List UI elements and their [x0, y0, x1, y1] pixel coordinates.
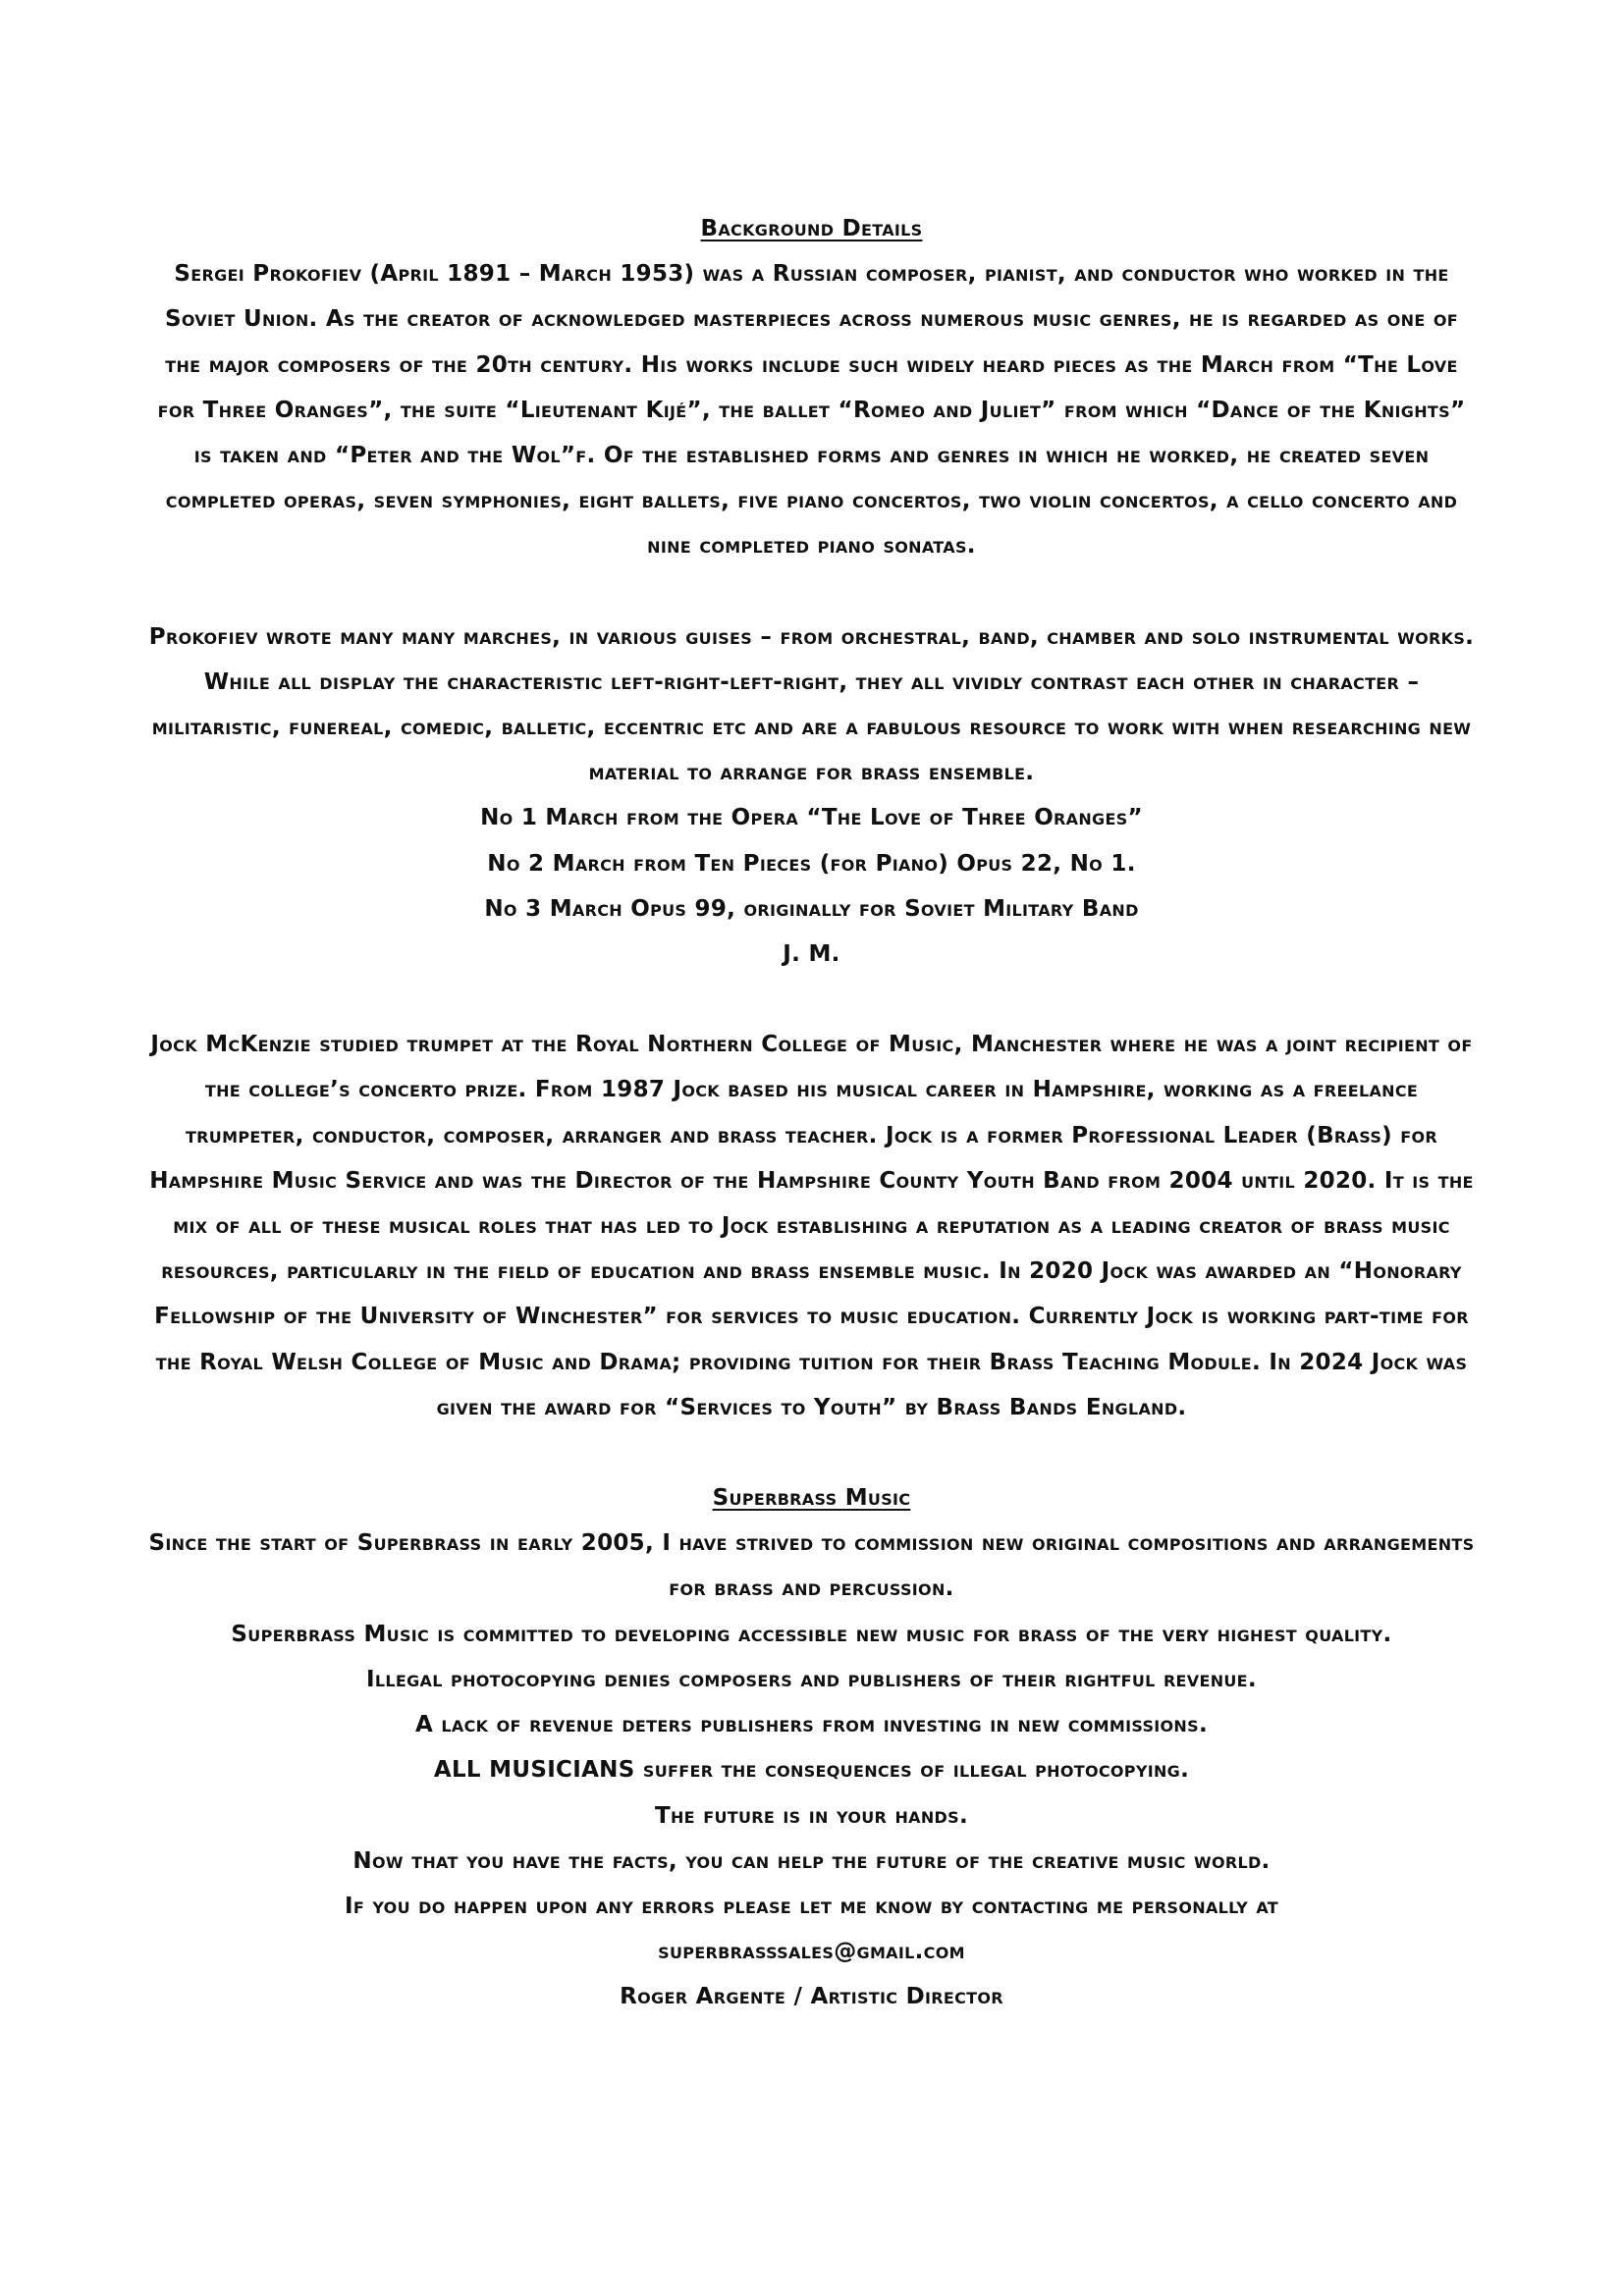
- future-line: The future is in your hands.: [655, 1802, 968, 1829]
- biography-paragraph: Jock McKenzie studied trumpet at the Royal Northern College of Music, Manchester where he was a joint recipient of the college’s concerto prize. From 1987 Jock based his musical career in Hampshire, working as a freelance trumpeter, conductor, composer, arranger and brass teacher. Jock is a former Professional Leader (Brass) for Hampshire Music Service and was the Director of the Hampshire County Youth Band from 2004 until 2020. It is the mix of all of these musical roles that has led to Jock establishing a reputation as a leading creator of brass music resources, particularly in the field of education and brass ensemble music. In 2020 Jock was awarded an “Honorary Fellowship of the University of Winchester” for services to music education. Currently Jock is working part-time for the Royal Welsh College of Music and Drama; providing tuition for their Brass Teaching Module. In 2024 Jock was given the award for “Services to Youth” by Brass Bands England.: [149, 1032, 1474, 1420]
- background-paragraph: Sergei Prokofiev (April 1891 – March 1953) was a Russian composer, pianist, and conductor who worked in the Soviet Union. As the creator of acknowledged masterpieces across numerous music genres, he is regarded as one of the major composers of the 20th century. His works include such widely heard pieces as the March from “The Love for Three Oranges”, the suite “Lieutenant Kijé”, the ballet “Romeo and Juliet” from which “Dance of the Knights” is taken and “Peter and the Wol”f. Of the established forms and genres in which he worked, he created seven completed operas, seven symphonies, eight ballets, five piano concertos, two violin concertos, a cello concerto and nine completed piano sonatas.: [157, 261, 1466, 560]
- marches-paragraph: Prokofiev wrote many many marches, in various guises – from orchestral, band, chamber and solo instrumental works. While all display the characteristic left-right-left-right, they all vividly contrast each other in character – militaristic, funereal, comedic, balletic, eccentric etc and are a fabulous resource to work with when researching new material to arrange for brass ensemble.: [148, 623, 1475, 786]
- contact-email[interactable]: superbrasssales@gmail.com: [658, 1939, 965, 1965]
- spacer: [147, 1430, 1476, 1475]
- signature: Roger Argente / Artistic Director: [620, 1984, 1003, 2010]
- revenue-warning: A lack of revenue deters publishers from investing in new commissions.: [415, 1712, 1208, 1738]
- facts-line: Now that you have the facts, you can help the future of the creative music world.: [352, 1847, 1271, 1874]
- march-list: [147, 795, 1476, 932]
- document-page: [147, 206, 1476, 2020]
- musicians-emphasis: ALL MUSICIANS: [433, 1757, 635, 1784]
- spacer: [147, 977, 1476, 1022]
- spacer: [147, 569, 1476, 614]
- march-list-item: No 3 March Opus 99, originally for Soviet Military Band: [484, 895, 1139, 922]
- superbrass-heading: Superbrass Music: [712, 1485, 911, 1512]
- errors-contact-line: If you do happen upon any errors please let me know by contacting me personally at: [344, 1893, 1279, 1919]
- musicians-warning: [147, 1747, 1476, 1792]
- musicians-warning-rest: suffer the consequences of illegal photocopying.: [634, 1757, 1190, 1784]
- march-list-item: No 2 March from Ten Pieces (for Piano) Opus 22, No 1.: [487, 850, 1136, 877]
- background-heading: Background Details: [700, 216, 923, 241]
- author-initials: J. M.: [783, 941, 840, 968]
- photocopy-warning: Illegal photocopying denies composers and publishers of their rightful revenue.: [366, 1666, 1257, 1692]
- superbrass-commitment: Superbrass Music is committed to developing accessible new music for brass of the very highest quality.: [231, 1621, 1392, 1647]
- superbrass-intro: Since the start of Superbrass in early 2005, I have strived to commission new original compositions and arrangements for brass and percussion.: [148, 1530, 1475, 1602]
- march-list-item: No 1 March from the Opera “The Love of Three Oranges”: [480, 805, 1143, 831]
